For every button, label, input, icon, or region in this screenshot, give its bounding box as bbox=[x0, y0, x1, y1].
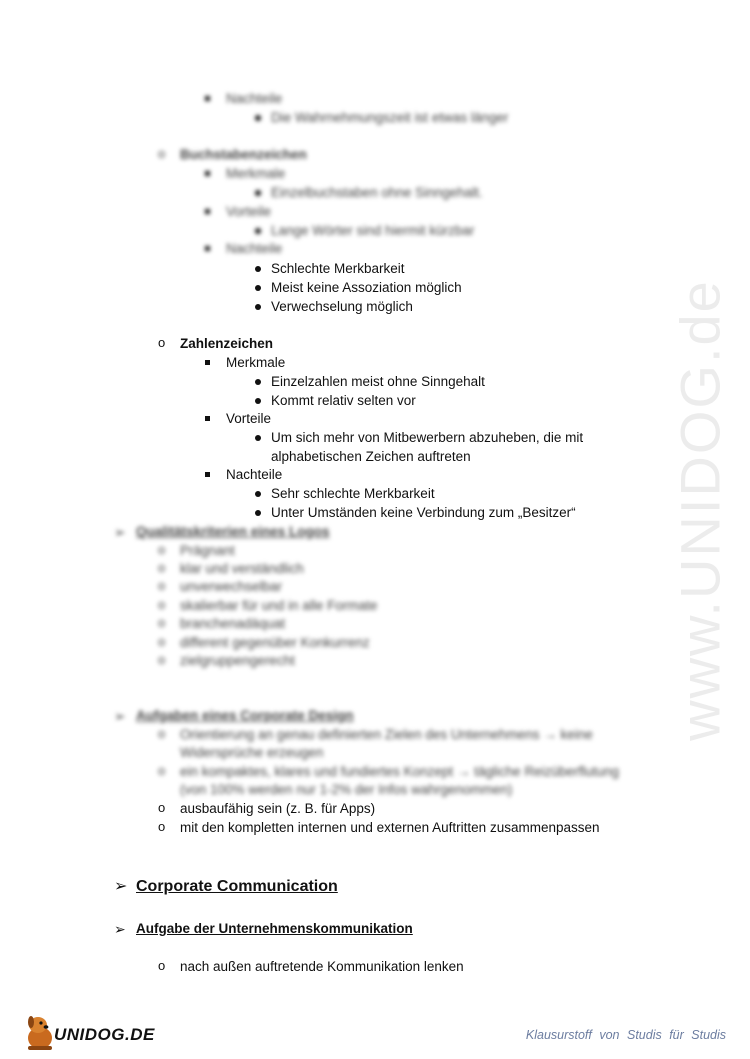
list-heading: Buchstabenzeichen bbox=[180, 147, 307, 162]
dot-bullet bbox=[255, 398, 261, 404]
square-bullet bbox=[205, 472, 210, 477]
list-item: Einzelzahlen meist ohne Sinngehalt bbox=[271, 374, 485, 389]
dot-bullet bbox=[255, 228, 261, 234]
list-item: zielgruppengerecht bbox=[180, 653, 295, 668]
circle-bullet: o bbox=[158, 146, 166, 161]
list-item: Lange Wörter sind hiermit kürzbar bbox=[271, 223, 475, 238]
logo-text: UNIDOG.DE bbox=[54, 1025, 155, 1044]
list-item: Um sich mehr von Mitbewerbern abzuheben, die mit bbox=[271, 430, 584, 445]
list-item: skalierbar für und in alle Formate bbox=[180, 598, 378, 613]
list-item: Nachteile bbox=[226, 91, 283, 106]
list-item: Kommt relativ selten vor bbox=[271, 393, 416, 408]
list-item: Verwechselung möglich bbox=[271, 299, 413, 314]
circle-bullet: o bbox=[158, 542, 166, 557]
list-item-continuation: (von 100% werden nur 1-2% der Infos wahrgenommen) bbox=[180, 782, 513, 797]
dot-bullet bbox=[255, 510, 261, 516]
list-item: Einzelbuchstaben ohne Sinngehalt. bbox=[271, 185, 483, 200]
list-heading: Zahlenzeichen bbox=[180, 336, 274, 351]
dot-bullet bbox=[255, 491, 261, 497]
list-item-continuation: Widersprüche erzeugen bbox=[180, 745, 324, 760]
list-item: ausbaufähig sein (z. B. für Apps) bbox=[180, 801, 376, 816]
dot-bullet bbox=[255, 435, 261, 441]
list-item: Sehr schlechte Merkbarkeit bbox=[271, 486, 435, 501]
list-item-continuation: alphabetischen Zeichen auftreten bbox=[271, 449, 471, 464]
section-heading: Aufgabe der Unternehmenskommunikation bbox=[136, 921, 413, 936]
arrow-bullet-icon: ➢ bbox=[114, 524, 126, 540]
list-item: nach außen auftretende Kommunikation lenken bbox=[180, 959, 464, 974]
section-heading: Aufgaben eines Corporate Design bbox=[136, 708, 354, 723]
section-heading: Corporate Communication bbox=[136, 878, 338, 895]
square-bullet bbox=[205, 96, 210, 101]
circle-bullet: o bbox=[158, 634, 166, 649]
list-item: Merkmale bbox=[226, 166, 286, 181]
list-item: Vorteile bbox=[226, 204, 272, 219]
square-bullet bbox=[205, 360, 210, 365]
circle-bullet: o bbox=[158, 578, 166, 593]
list-item: Die Wahrnehmungszeit ist etwas länger bbox=[271, 110, 509, 125]
footer-tagline: Klausurstoff von Studis für Studis bbox=[525, 1028, 726, 1042]
square-bullet bbox=[205, 246, 210, 251]
list-item: Orientierung an genau definierten Zielen des Unternehmens → keine bbox=[180, 727, 593, 742]
dot-bullet bbox=[255, 266, 261, 272]
square-bullet bbox=[205, 416, 210, 421]
dog-mascot-icon bbox=[22, 1012, 58, 1052]
section-heading: Qualitätskriterien eines Logos bbox=[136, 524, 330, 539]
dot-bullet bbox=[255, 379, 261, 385]
circle-bullet: o bbox=[158, 726, 166, 741]
list-item: Merkmale bbox=[226, 355, 286, 370]
list-item: mit den kompletten internen und externen Auftritten zusammenpassen bbox=[180, 820, 600, 835]
dot-bullet bbox=[255, 304, 261, 310]
circle-bullet: o bbox=[158, 652, 166, 667]
arrow-bullet-icon: ➢ bbox=[114, 708, 126, 724]
list-item: Prägnant bbox=[180, 543, 235, 558]
list-item: unverwechselbar bbox=[180, 579, 283, 594]
dot-bullet bbox=[255, 190, 261, 196]
list-item: Nachteile bbox=[226, 241, 283, 256]
arrow-bullet-icon: ➢ bbox=[114, 878, 128, 895]
circle-bullet: o bbox=[158, 800, 166, 815]
circle-bullet: o bbox=[158, 335, 166, 350]
list-item: klar und verständlich bbox=[180, 561, 304, 576]
unidog-logo[interactable] bbox=[22, 1012, 155, 1052]
dot-bullet bbox=[255, 285, 261, 291]
list-item: Nachteile bbox=[226, 467, 283, 482]
square-bullet bbox=[205, 171, 210, 176]
circle-bullet: o bbox=[158, 560, 166, 575]
circle-bullet: o bbox=[158, 615, 166, 630]
watermark: www.UNIDOG.de bbox=[668, 279, 732, 741]
square-bullet bbox=[205, 209, 210, 214]
circle-bullet: o bbox=[158, 958, 166, 973]
arrow-bullet-icon: ➢ bbox=[114, 921, 126, 937]
list-item: Meist keine Assoziation möglich bbox=[271, 280, 462, 295]
circle-bullet: o bbox=[158, 763, 166, 778]
list-item: Vorteile bbox=[226, 411, 272, 426]
list-item: Unter Umständen keine Verbindung zum „Besitzer“ bbox=[271, 505, 576, 520]
list-item: different gegenüber Konkurrenz bbox=[180, 635, 370, 650]
list-item: ein kompaktes, klares und fundiertes Konzept → tägliche Reizüberflutung bbox=[180, 764, 620, 779]
list-item: Schlechte Merkbarkeit bbox=[271, 261, 405, 276]
list-item: branchenadäquat bbox=[180, 616, 286, 631]
circle-bullet: o bbox=[158, 819, 166, 834]
dot-bullet bbox=[255, 115, 261, 121]
circle-bullet: o bbox=[158, 597, 166, 612]
